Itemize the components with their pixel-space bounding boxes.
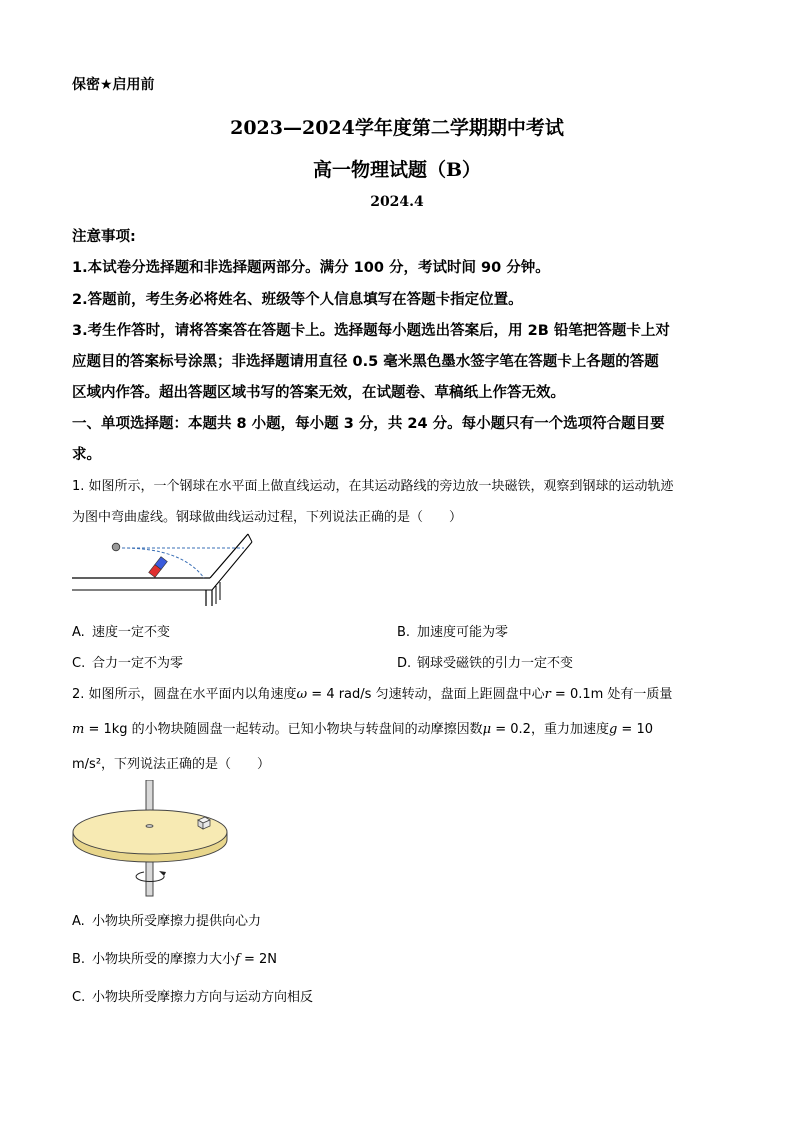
q1-option-b[interactable]: [397, 621, 508, 640]
magnet: [149, 557, 168, 578]
notice-item-3-line-3: 区域内作答。超出答题区域书写的答案无效，在试题卷、草稿纸上作答无效。: [72, 385, 565, 401]
q2-option-a-text: 小物块所受摩擦力提供向心力: [92, 914, 262, 929]
q2-option-b[interactable]: B. 小物块所受的摩擦力大小f = 2N: [72, 952, 277, 967]
q1-option-d-text: 钢球受磁铁的引力一定不变: [417, 656, 574, 671]
q1-stem-line-2: 为图中弯曲虚线。钢球做曲线运动过程，下列说法正确的是（ ）: [72, 510, 463, 525]
q2-stem-line-3: m/s²，下列说法正确的是（ ）: [72, 757, 271, 772]
q2-option-b-letter: B.: [72, 952, 86, 967]
q2-option-a-letter: A.: [72, 914, 85, 929]
q2-figure-turntable: [72, 780, 232, 898]
section-heading-line-2: 求。: [72, 447, 101, 463]
q2-option-a[interactable]: [72, 910, 261, 929]
q1-option-d[interactable]: [397, 652, 573, 671]
exam-title: 2023—2024学年度第二学期期中考试: [230, 117, 564, 139]
shaft-bottom: [146, 862, 153, 896]
q2-option-c[interactable]: [72, 986, 313, 1005]
small-block: [198, 817, 210, 829]
q1-stem-line-1: 1. 如图所示，一个钢球在水平面上做直线运动，在其运动路线的旁边放一块磁铁，观察到钢球的运动轨迹: [72, 479, 674, 494]
steel-ball: [112, 543, 120, 551]
notice-item-3-line-2: 应题目的答案标号涂黑；非选择题请用直径 0.5 毫米黑色墨水签字笔在答题卡上各题的答题: [72, 354, 659, 370]
q1-figure-table-magnet: [72, 530, 257, 610]
notice-item-1: 1.本试卷分选择题和非选择题两部分。满分 100 分，考试时间 90 分钟。: [72, 260, 550, 276]
notice-item-3-line-1: 3.考生作答时，请将答案答在答题卡上。选择题每小题选出答案后，用 2B 铅笔把答题卡上对: [72, 323, 670, 339]
q1-option-a[interactable]: [72, 621, 170, 640]
q2-stem-line-1: 2. 如图所示，圆盘在水平面内以角速度ω = 4 rad/s 匀速转动，盘面上距圆盘中心r = 0.1m 处有一质量: [72, 687, 673, 702]
section-heading-line-1: 一、单项选择题：本题共 8 小题，每小题 3 分，共 24 分。每小题只有一个选项符合题目要: [72, 416, 665, 432]
q1-option-d-letter: D.: [397, 656, 412, 671]
notice-item-2: 2.答题前，考生务必将姓名、班级等个人信息填写在答题卡指定位置。: [72, 292, 523, 308]
exam-date: 2024.4: [370, 194, 424, 210]
q1-option-c[interactable]: [72, 652, 183, 671]
disc-top: [73, 810, 227, 854]
q1-option-a-text: 速度一定不变: [92, 625, 171, 640]
q1-option-a-letter: A.: [72, 625, 85, 640]
q2-option-c-text: 小物块所受摩擦力方向与运动方向相反: [92, 990, 314, 1005]
exam-subtitle: 高一物理试题（B）: [312, 159, 482, 181]
q2-stem-line-2: m = 1kg 的小物块随圆盘一起转动。已知小物块与转盘间的动摩擦因数μ = 0.2，重力加速度g = 10: [72, 722, 653, 737]
q2-option-c-letter: C.: [72, 990, 86, 1005]
q1-option-c-letter: C.: [72, 656, 86, 671]
confidential-mark: 保密★启用前: [72, 77, 155, 93]
q1-option-b-letter: B.: [397, 625, 411, 640]
q1-option-c-text: 合力一定不为零: [92, 656, 184, 671]
notice-heading: 注意事项:: [72, 229, 136, 245]
table: [72, 534, 252, 606]
q1-option-b-text: 加速度可能为零: [417, 625, 509, 640]
